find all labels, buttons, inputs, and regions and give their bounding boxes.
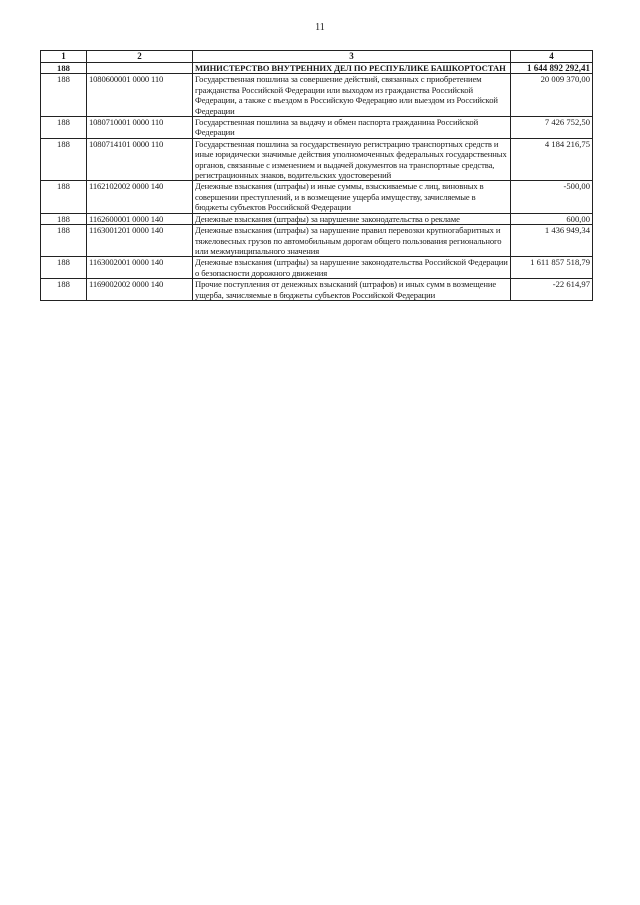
revenue-name-cell: Денежные взыскания (штрафы) за нарушение правил перевозки крупногабаритных и тяжеловесных грузов по автомобильным дорогам общего пользования регионального или межмуниципального значения — [193, 225, 511, 257]
ministry-amount: 1 644 892 292,41 — [511, 63, 593, 74]
admin-code-cell: 188 — [41, 117, 87, 139]
header-row — [41, 51, 593, 63]
table-row — [41, 257, 593, 279]
amount-cell: 4 184 216,75 — [511, 138, 593, 181]
revenue-name-cell: Государственная пошлина за государственную регистрацию транспортных средств и иные юридически значимые действия уполномоченных федеральных государственных органов, связанные с изменением и выдачей документов на транспортные средства, регистрационных знаков, водительских удостоверений — [193, 138, 511, 181]
revenue-name-cell: Государственная пошлина за выдачу и обмен паспорта гражданина Российской Федерации — [193, 117, 511, 139]
revenue-code-cell: 1080600001 0000 110 — [87, 74, 193, 117]
page-number: 11 — [315, 22, 325, 33]
revenue-name-cell: Денежные взыскания (штрафы) за нарушение законодательства Российской Федерации о безопасности дорожного движения — [193, 257, 511, 279]
revenue-code-cell: 1080714101 0000 110 — [87, 138, 193, 181]
amount-cell: 1 611 857 518,79 — [511, 257, 593, 279]
table-row — [41, 279, 593, 301]
admin-code-cell: 188 — [41, 74, 87, 117]
revenue-code-cell: 1163001201 0000 140 — [87, 225, 193, 257]
table-row — [41, 117, 593, 139]
table-row — [41, 213, 593, 224]
table-row — [41, 74, 593, 117]
header-col-2: 2 — [87, 51, 193, 63]
table-header — [41, 51, 593, 63]
ministry-admin-code: 188 — [41, 63, 87, 74]
amount-cell: 600,00 — [511, 213, 593, 224]
admin-code-cell: 188 — [41, 213, 87, 224]
table-body — [41, 63, 593, 301]
revenue-code-cell: 1169002002 0000 140 — [87, 279, 193, 301]
admin-code-cell: 188 — [41, 225, 87, 257]
admin-code-cell: 188 — [41, 257, 87, 279]
revenue-name-cell: Денежные взыскания (штрафы) и иные суммы, взыскиваемые с лиц, виновных в совершении преступлений, и в возмещение ущерба имуществу, зачисляемые в бюджеты субъектов Российской Федерации — [193, 181, 511, 213]
revenue-name-cell: Денежные взыскания (штрафы) за нарушение законодательства о рекламе — [193, 213, 511, 224]
amount-cell: 1 436 949,34 — [511, 225, 593, 257]
ministry-name: МИНИСТЕРСТВО ВНУТРЕННИХ ДЕЛ ПО РЕСПУБЛИКЕ БАШКОРТОСТАН — [193, 63, 511, 74]
ministry-row — [41, 63, 593, 74]
revenue-name-cell: Государственная пошлина за совершение действий, связанных с приобретением гражданства Российской Федерации или выходом из гражданства Российской Федерации, а также с въездом в Российскую Федерацию или выездом из Российской Федерации — [193, 74, 511, 117]
amount-cell: 7 426 752,50 — [511, 117, 593, 139]
revenue-table — [40, 50, 593, 301]
revenue-code-cell: 1163002001 0000 140 — [87, 257, 193, 279]
header-col-4: 4 — [511, 51, 593, 63]
table-row — [41, 138, 593, 181]
revenue-code-cell: 1162102002 0000 140 — [87, 181, 193, 213]
table-row — [41, 225, 593, 257]
admin-code-cell: 188 — [41, 181, 87, 213]
header-col-3: 3 — [193, 51, 511, 63]
amount-cell: -22 614,97 — [511, 279, 593, 301]
header-col-1: 1 — [41, 51, 87, 63]
admin-code-cell: 188 — [41, 138, 87, 181]
revenue-name-cell: Прочие поступления от денежных взысканий (штрафов) и иных сумм в возмещение ущерба, зачисляемые в бюджеты субъектов Российской Федерации — [193, 279, 511, 301]
revenue-code-cell: 1162600001 0000 140 — [87, 213, 193, 224]
amount-cell: -500,00 — [511, 181, 593, 213]
ministry-code — [87, 63, 193, 74]
table-row — [41, 181, 593, 213]
revenue-code-cell: 1080710001 0000 110 — [87, 117, 193, 139]
amount-cell: 20 009 370,00 — [511, 74, 593, 117]
admin-code-cell: 188 — [41, 279, 87, 301]
